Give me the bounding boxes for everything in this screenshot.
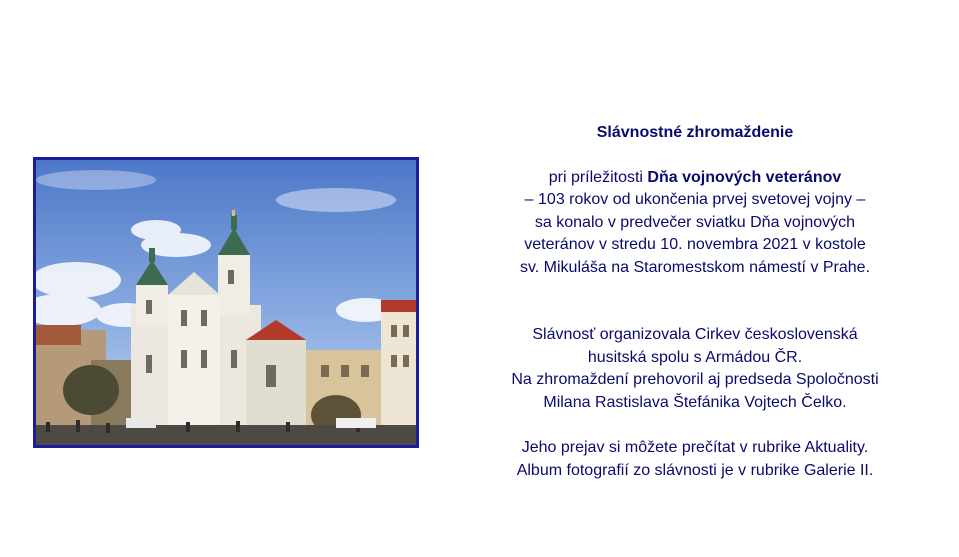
links-line-aktuality: Jeho prejav si môžete prečítat v rubrike Aktuality. — [521, 439, 869, 456]
links-line-galerie: Album fotografií zo slávnosti je v rubrike Galerie II. — [516, 461, 874, 479]
page-title: Slávnostné zhromaždenie — [596, 124, 794, 141]
intro-line — [460, 167, 930, 190]
intro-line: sv. Mikuláša na Staromestskom námestí v Prahe. — [519, 258, 871, 276]
intro-line: veteránov v stredu 10. novembra 2021 v kostole — [524, 236, 866, 253]
organizers-line: Milana Rastislava Štefánika Vojtech Čelko. — [543, 393, 847, 411]
intro-highlight: Dňa vojnových veteránov — [647, 168, 842, 186]
intro-line: sa konalo v predvečer sviatku Dňa vojnových — [534, 213, 856, 231]
article-text — [460, 122, 930, 482]
intro-prefix: pri príležitosti — [548, 168, 648, 186]
organizers-line: husitská spolu s Armádou ČR. — [587, 348, 803, 366]
intro-line: – 103 rokov od ukončenia prvej svetovej vojny – — [524, 191, 866, 208]
church-photo-illustration — [36, 160, 416, 445]
church-photo — [33, 157, 419, 448]
organizers-line: Na zhromaždení prehovoril aj predseda Spoločnosti — [511, 371, 879, 388]
organizers-line: Slávnosť organizovala Cirkev československá — [532, 326, 858, 343]
